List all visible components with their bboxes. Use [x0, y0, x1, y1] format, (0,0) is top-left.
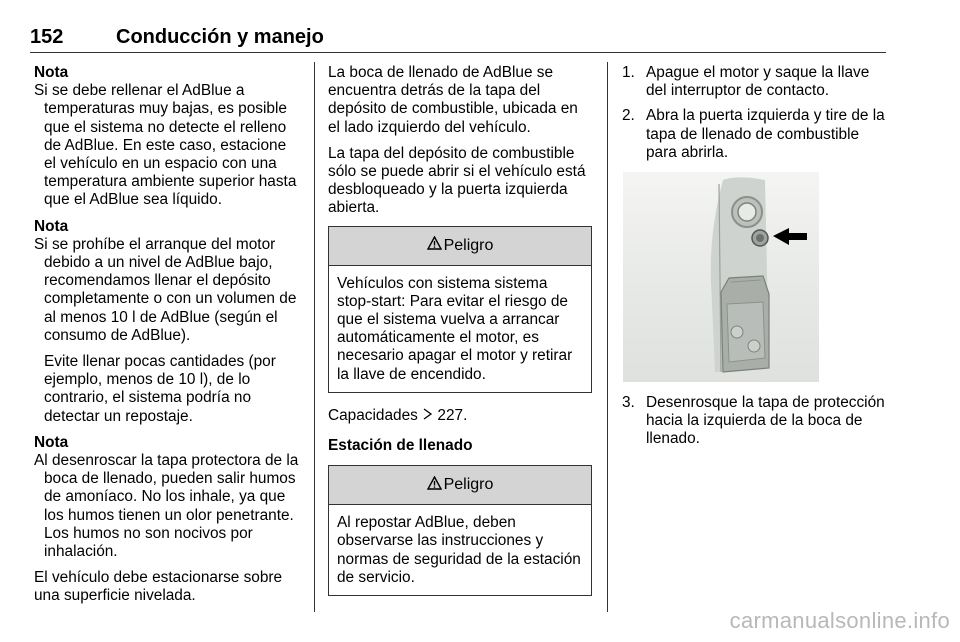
- step-number: 3.: [622, 394, 635, 412]
- column-divider: [607, 62, 608, 612]
- step-number: 1.: [622, 64, 635, 81]
- page-header: [30, 26, 886, 53]
- danger-text: Al repostar AdBlue, deben observarse las instrucciones y normas de seguridad de la estación de servicio.: [337, 514, 581, 586]
- note-title: Nota: [34, 64, 69, 81]
- paragraph: El vehículo debe estacionarse sobre una superficie nivelada.: [34, 569, 283, 605]
- step-number: 2.: [622, 107, 635, 125]
- list-item: [622, 394, 888, 449]
- danger-title: [329, 227, 591, 266]
- note-title: Nota: [34, 217, 69, 235]
- note-text: Evite llenar pocas cantidades (por ejemplo, menos de 10 l), de lo contrario, el sistema podría no detectar un repostaje.: [44, 353, 276, 425]
- step-list: [622, 64, 888, 162]
- note-text: Al desenroscar la tapa protectora de la boca de llenado, pueden salir humos de amoníaco. No los inhale, ya que los humos tienen un olor penetrante. Los humos no son nocivos por inhalación.: [34, 452, 299, 561]
- step-text: Abra la puerta izquierda y tire de la tapa de llenado de combustible para abrirla.: [646, 107, 885, 161]
- danger-title: [329, 466, 591, 505]
- column-1: [34, 64, 302, 614]
- step-list: [622, 394, 888, 449]
- step-text: Apague el motor y saque la llave del interruptor de contacto.: [646, 64, 870, 100]
- danger-box: [328, 465, 592, 596]
- danger-text: Vehículos con sistema sistema stop-start: Para evitar el riesgo de que el sistema vuelva a arrancar automáticamente el motor, es necesario apagar el motor y retirar la llave de encendido.: [337, 274, 573, 383]
- paragraph: La tapa del depósito de combustible sólo se puede abrir si el vehículo está desbloqueado y la puerta izquierda abierta.: [328, 144, 586, 217]
- column-divider: [314, 62, 315, 612]
- column-3: [622, 64, 888, 456]
- danger-title-text: Peligro: [443, 476, 494, 494]
- column-2: [328, 64, 592, 610]
- list-item: [622, 107, 888, 162]
- chapter-title: Conducción y manejo: [116, 26, 324, 48]
- capacities-reference: [328, 407, 592, 425]
- watermark: carmanualsonline.info: [729, 608, 950, 633]
- note-title: Nota: [34, 433, 69, 451]
- note-text: Si se debe rellenar el AdBlue a temperaturas muy bajas, es posible que el sistema no detecte el relleno de AdBlue. En este caso, estacione el vehículo en un espacio con una temperatura ambiente superior hasta que el AdBlue sea líquido.: [34, 82, 297, 209]
- danger-title-text: Peligro: [443, 236, 494, 254]
- capacities-label: Capacidades: [328, 406, 418, 424]
- page-number: 152: [30, 26, 64, 48]
- paragraph: La boca de llenado de AdBlue se encuentra detrás de la tapa del depósito de combustible, ubicada en el lado izquierdo del vehículo.: [328, 64, 578, 136]
- reference-arrow-icon[interactable]: [422, 407, 437, 424]
- step-text: Desenrosque la tapa de protección hacia la izquierda de la boca de llenado.: [646, 394, 885, 448]
- danger-box: [328, 226, 592, 393]
- section-subheading: Estación de llenado: [328, 437, 473, 455]
- capacities-page-ref[interactable]: 227.: [437, 406, 468, 424]
- warning-triangle-icon: [427, 476, 442, 495]
- note-text: Si se prohíbe el arranque del motor debido a un nivel de AdBlue bajo, recomendamos llenar el depósito completamente o con un volumen de al menos 10 l de AdBlue (según el consumo de AdBlue).: [34, 235, 297, 344]
- warning-triangle-icon: [427, 236, 442, 255]
- fuel-filler-illustration: [623, 172, 819, 382]
- list-item: [622, 64, 888, 100]
